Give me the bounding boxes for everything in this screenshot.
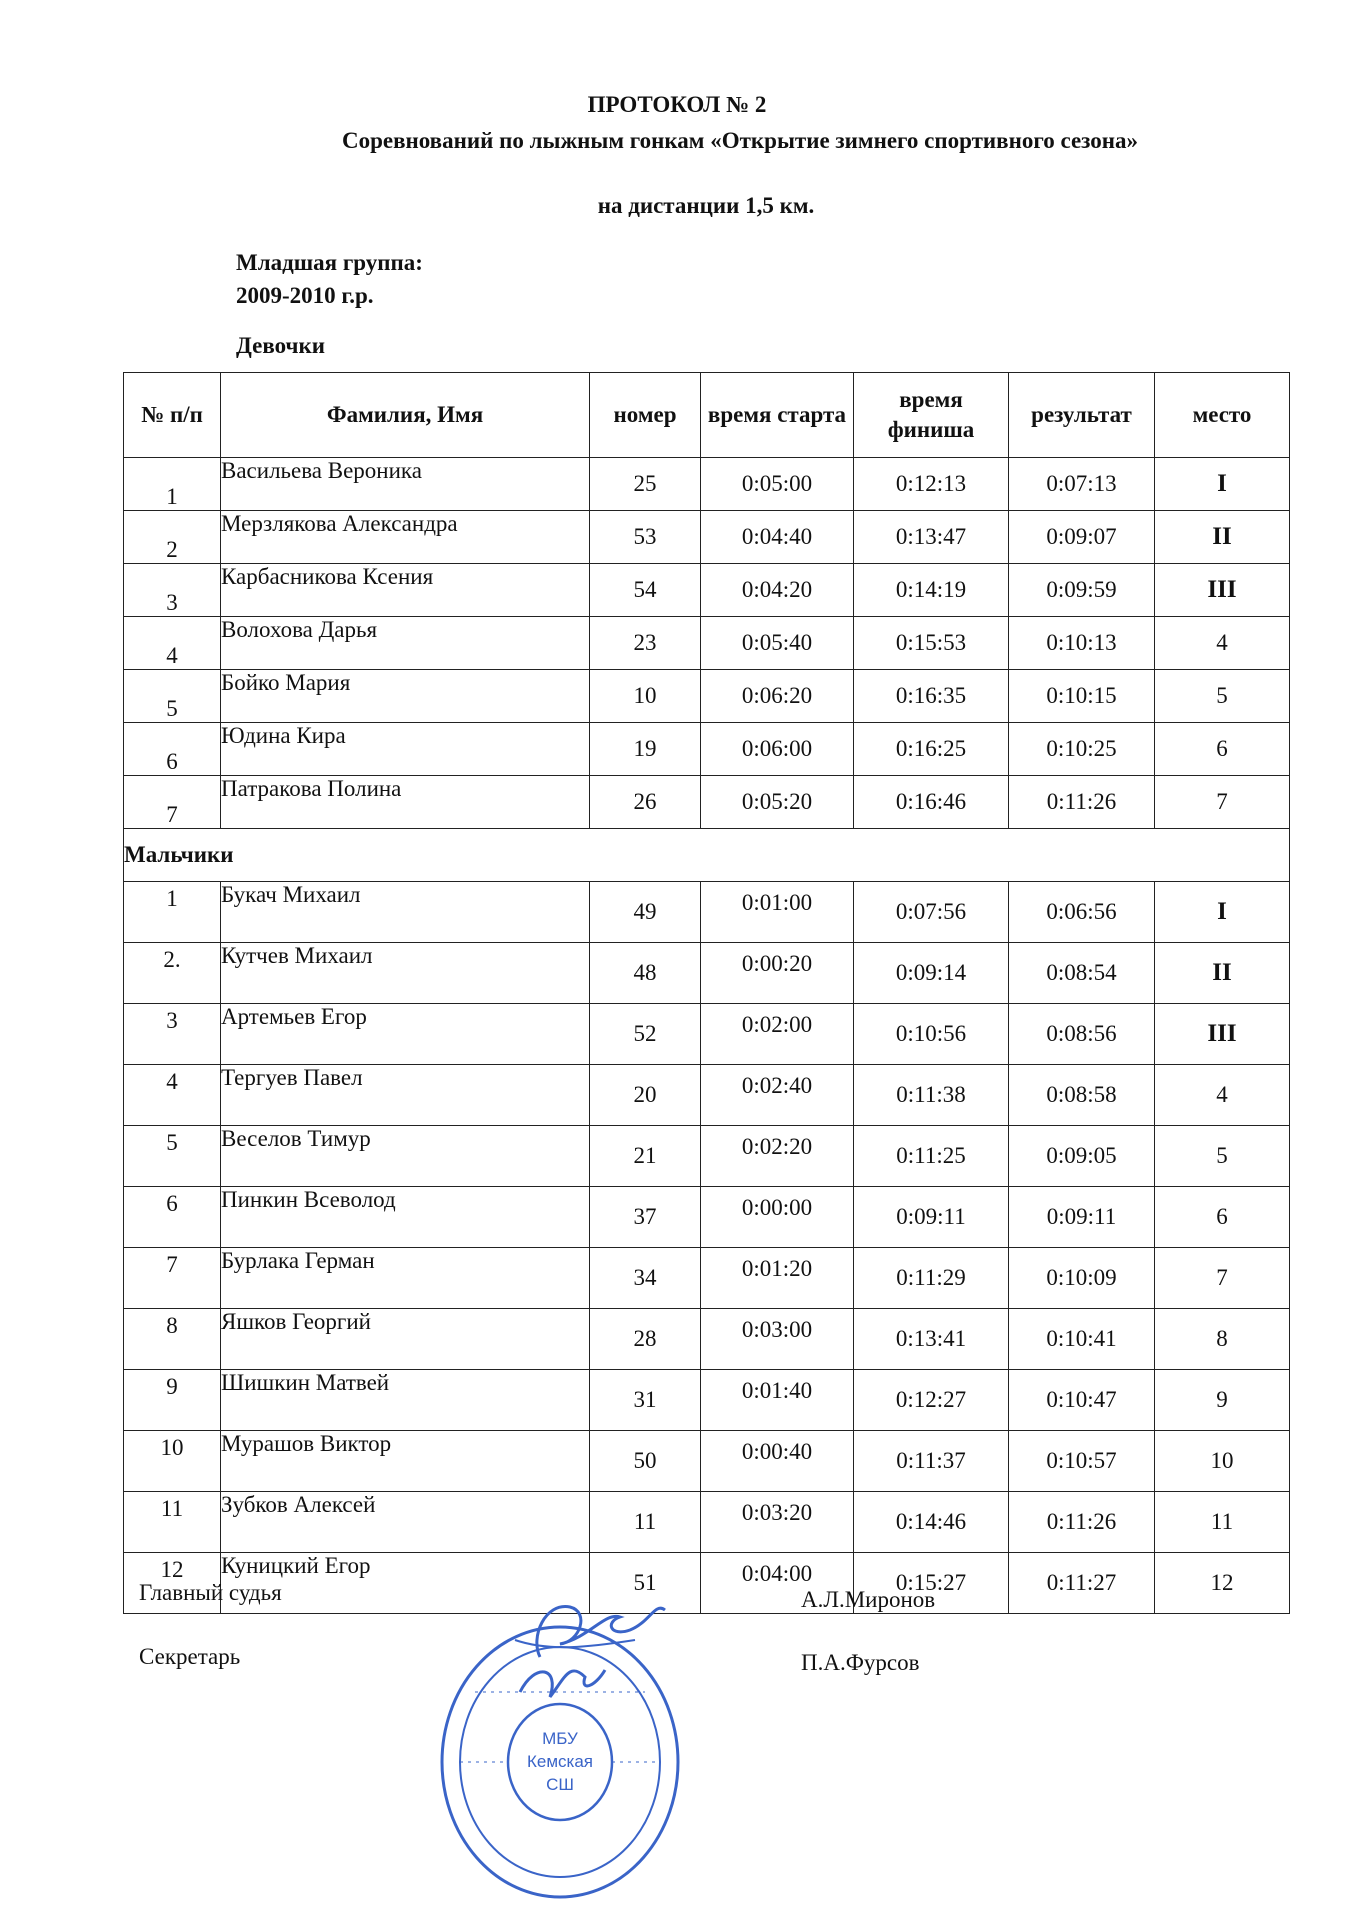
- birth-years: 2009-2010 г.р.: [236, 283, 374, 308]
- result-time: 0:07:13: [1009, 458, 1155, 511]
- row-number: 6: [124, 1187, 221, 1248]
- athlete-name: Бойко Мария: [221, 670, 590, 723]
- result-time: 0:08:54: [1009, 943, 1155, 1004]
- bib-number: 50: [590, 1431, 701, 1492]
- result-time: 0:11:26: [1009, 1492, 1155, 1553]
- table-row: [124, 1004, 1290, 1065]
- result-time: 0:10:15: [1009, 670, 1155, 723]
- place: 7: [1155, 1248, 1290, 1309]
- start-time: 0:02:20: [701, 1126, 854, 1187]
- row-number: 5: [124, 670, 221, 723]
- athlete-name: Куницкий Егор: [221, 1553, 590, 1614]
- row-number: 11: [124, 1492, 221, 1553]
- row-number: 6: [124, 723, 221, 776]
- start-time: 0:05:20: [701, 776, 854, 829]
- start-time: 0:00:00: [701, 1187, 854, 1248]
- row-number: 5: [124, 1126, 221, 1187]
- start-time: 0:05:40: [701, 617, 854, 670]
- athlete-name: Карбасникова Ксения: [221, 564, 590, 617]
- chief-judge-label: Главный судья: [139, 1580, 282, 1605]
- start-time: 0:02:00: [701, 1004, 854, 1065]
- table-row: [124, 1065, 1290, 1126]
- start-time: 0:01:20: [701, 1248, 854, 1309]
- place: III: [1155, 564, 1290, 617]
- start-time: 0:04:20: [701, 564, 854, 617]
- col-header-place: место: [1155, 373, 1290, 458]
- signature-secretary: [520, 1670, 605, 1697]
- signature-judge: [537, 1607, 665, 1657]
- athlete-name: Артемьев Егор: [221, 1004, 590, 1065]
- secretary-label: Секретарь: [139, 1644, 241, 1669]
- athlete-name: Яшков Георгий: [221, 1309, 590, 1370]
- result-time: 0:09:59: [1009, 564, 1155, 617]
- result-time: 0:09:07: [1009, 511, 1155, 564]
- start-time: 0:03:20: [701, 1492, 854, 1553]
- athlete-name: Волохова Дарья: [221, 617, 590, 670]
- place: II: [1155, 511, 1290, 564]
- place: II: [1155, 943, 1290, 1004]
- row-number: 8: [124, 1309, 221, 1370]
- start-time: 0:05:00: [701, 458, 854, 511]
- start-time: 0:02:40: [701, 1065, 854, 1126]
- table-row: [124, 776, 1290, 829]
- bib-number: 48: [590, 943, 701, 1004]
- finish-time: 0:11:29: [854, 1248, 1009, 1309]
- athlete-name: Шишкин Матвей: [221, 1370, 590, 1431]
- finish-time: 0:15:27: [854, 1553, 1009, 1614]
- place: 9: [1155, 1370, 1290, 1431]
- bib-number: 37: [590, 1187, 701, 1248]
- result-time: 0:08:56: [1009, 1004, 1155, 1065]
- bib-number: 26: [590, 776, 701, 829]
- result-time: 0:10:09: [1009, 1248, 1155, 1309]
- start-time: 0:03:00: [701, 1309, 854, 1370]
- results-table: [123, 372, 1290, 1614]
- table-row: [124, 1309, 1290, 1370]
- finish-time: 0:16:46: [854, 776, 1009, 829]
- start-time: 0:00:20: [701, 943, 854, 1004]
- finish-time: 0:15:53: [854, 617, 1009, 670]
- boys-rows: [124, 882, 1290, 1614]
- bib-number: 28: [590, 1309, 701, 1370]
- finish-time: 0:12:13: [854, 458, 1009, 511]
- bib-number: 54: [590, 564, 701, 617]
- bib-number: 11: [590, 1492, 701, 1553]
- bib-number: 52: [590, 1004, 701, 1065]
- row-number: 1: [124, 882, 221, 943]
- athlete-name: Пинкин Всеволод: [221, 1187, 590, 1248]
- result-time: 0:08:58: [1009, 1065, 1155, 1126]
- place: I: [1155, 882, 1290, 943]
- col-header-num: № п/п: [124, 373, 221, 458]
- table-row: [124, 1370, 1290, 1431]
- athlete-name: Зубков Алексей: [221, 1492, 590, 1553]
- start-time: 0:06:20: [701, 670, 854, 723]
- chief-judge-name: А.Л.Миронов: [801, 1587, 936, 1612]
- table-row: [124, 723, 1290, 776]
- place: 4: [1155, 617, 1290, 670]
- athlete-name: Патракова Полина: [221, 776, 590, 829]
- col-header-name: Фамилия, Имя: [221, 373, 590, 458]
- row-number: 10: [124, 1431, 221, 1492]
- row-number: 7: [124, 776, 221, 829]
- distance-line: на дистанции 1,5 км.: [597, 193, 815, 218]
- start-time: 0:04:00: [701, 1553, 854, 1614]
- result-time: 0:10:25: [1009, 723, 1155, 776]
- table-row: [124, 943, 1290, 1004]
- result-time: 0:10:13: [1009, 617, 1155, 670]
- bib-number: 23: [590, 617, 701, 670]
- table-row: [124, 1126, 1290, 1187]
- start-time: 0:06:00: [701, 723, 854, 776]
- bib-number: 20: [590, 1065, 701, 1126]
- stamp-text-3: СШ: [546, 1775, 574, 1794]
- boys-label: Мальчики: [124, 829, 1290, 882]
- row-number: 9: [124, 1370, 221, 1431]
- place: 4: [1155, 1065, 1290, 1126]
- finish-time: 0:14:46: [854, 1492, 1009, 1553]
- place: 7: [1155, 776, 1290, 829]
- result-time: 0:06:56: [1009, 882, 1155, 943]
- result-time: 0:09:11: [1009, 1187, 1155, 1248]
- stamp-text-2: Кемская: [526, 1752, 594, 1771]
- finish-time: 0:16:25: [854, 723, 1009, 776]
- bib-number: 53: [590, 511, 701, 564]
- start-time: 0:01:00: [701, 882, 854, 943]
- athlete-name: Юдина Кира: [221, 723, 590, 776]
- row-number: 3: [124, 564, 221, 617]
- table-row: [124, 511, 1290, 564]
- place: 11: [1155, 1492, 1290, 1553]
- place: 6: [1155, 1187, 1290, 1248]
- girls-rows: [124, 458, 1290, 829]
- table-row: [124, 564, 1290, 617]
- athlete-name: Бурлака Герман: [221, 1248, 590, 1309]
- bib-number: 51: [590, 1553, 701, 1614]
- stamp-text-1: МБУ: [542, 1729, 578, 1748]
- table-row: [124, 670, 1290, 723]
- bib-number: 19: [590, 723, 701, 776]
- place: 5: [1155, 670, 1290, 723]
- bib-number: 49: [590, 882, 701, 943]
- athlete-name: Веселов Тимур: [221, 1126, 590, 1187]
- row-number: 4: [124, 1065, 221, 1126]
- document-title: ПРОТОКОЛ № 2: [587, 92, 767, 117]
- col-header-result: результат: [1009, 373, 1155, 458]
- result-time: 0:09:05: [1009, 1126, 1155, 1187]
- finish-time: 0:12:27: [854, 1370, 1009, 1431]
- finish-time: 0:11:38: [854, 1065, 1009, 1126]
- bib-number: 25: [590, 458, 701, 511]
- row-number: 1: [124, 458, 221, 511]
- bib-number: 34: [590, 1248, 701, 1309]
- athlete-name: Васильева Вероника: [221, 458, 590, 511]
- row-number: 4: [124, 617, 221, 670]
- row-number: 2.: [124, 943, 221, 1004]
- finish-time: 0:13:47: [854, 511, 1009, 564]
- official-stamp: [420, 1582, 710, 1902]
- finish-time: 0:14:19: [854, 564, 1009, 617]
- finish-time: 0:13:41: [854, 1309, 1009, 1370]
- group-label: Младшая группа:: [236, 250, 423, 275]
- finish-time: 0:07:56: [854, 882, 1009, 943]
- col-header-finish: время финиша: [854, 373, 1009, 458]
- boys-group-row: [124, 829, 1290, 882]
- place: 12: [1155, 1553, 1290, 1614]
- row-number: 3: [124, 1004, 221, 1065]
- table-header-row: [124, 373, 1290, 458]
- athlete-name: Тергуев Павел: [221, 1065, 590, 1126]
- table-row: [124, 1431, 1290, 1492]
- bib-number: 10: [590, 670, 701, 723]
- secretary-name: П.А.Фурсов: [801, 1650, 920, 1675]
- place: 10: [1155, 1431, 1290, 1492]
- table-row: [124, 882, 1290, 943]
- row-number: 2: [124, 511, 221, 564]
- athlete-name: Мурашов Виктор: [221, 1431, 590, 1492]
- place: 8: [1155, 1309, 1290, 1370]
- place: I: [1155, 458, 1290, 511]
- result-time: 0:10:41: [1009, 1309, 1155, 1370]
- start-time: 0:00:40: [701, 1431, 854, 1492]
- athlete-name: Мерзлякова Александра: [221, 511, 590, 564]
- girls-label: Девочки: [236, 333, 325, 358]
- row-number: 7: [124, 1248, 221, 1309]
- bib-number: 31: [590, 1370, 701, 1431]
- result-time: 0:11:27: [1009, 1553, 1155, 1614]
- athlete-name: Кутчев Михаил: [221, 943, 590, 1004]
- finish-time: 0:16:35: [854, 670, 1009, 723]
- table-row: [124, 617, 1290, 670]
- start-time: 0:01:40: [701, 1370, 854, 1431]
- row-number: 12: [124, 1553, 221, 1614]
- result-time: 0:11:26: [1009, 776, 1155, 829]
- table-row: [124, 1187, 1290, 1248]
- finish-time: 0:11:25: [854, 1126, 1009, 1187]
- table-row: [124, 458, 1290, 511]
- table-row: [124, 1248, 1290, 1309]
- bib-number: 21: [590, 1126, 701, 1187]
- finish-time: 0:09:14: [854, 943, 1009, 1004]
- col-header-start: время старта: [701, 373, 854, 458]
- place: 5: [1155, 1126, 1290, 1187]
- finish-time: 0:10:56: [854, 1004, 1009, 1065]
- result-time: 0:10:47: [1009, 1370, 1155, 1431]
- document-subtitle: Соревнований по лыжным гонкам «Открытие зимнего спортивного сезона»: [341, 128, 1139, 153]
- place: III: [1155, 1004, 1290, 1065]
- finish-time: 0:11:37: [854, 1431, 1009, 1492]
- col-header-bib: номер: [590, 373, 701, 458]
- start-time: 0:04:40: [701, 511, 854, 564]
- finish-time: 0:09:11: [854, 1187, 1009, 1248]
- place: 6: [1155, 723, 1290, 776]
- table-row: [124, 1492, 1290, 1553]
- athlete-name: Букач Михаил: [221, 882, 590, 943]
- result-time: 0:10:57: [1009, 1431, 1155, 1492]
